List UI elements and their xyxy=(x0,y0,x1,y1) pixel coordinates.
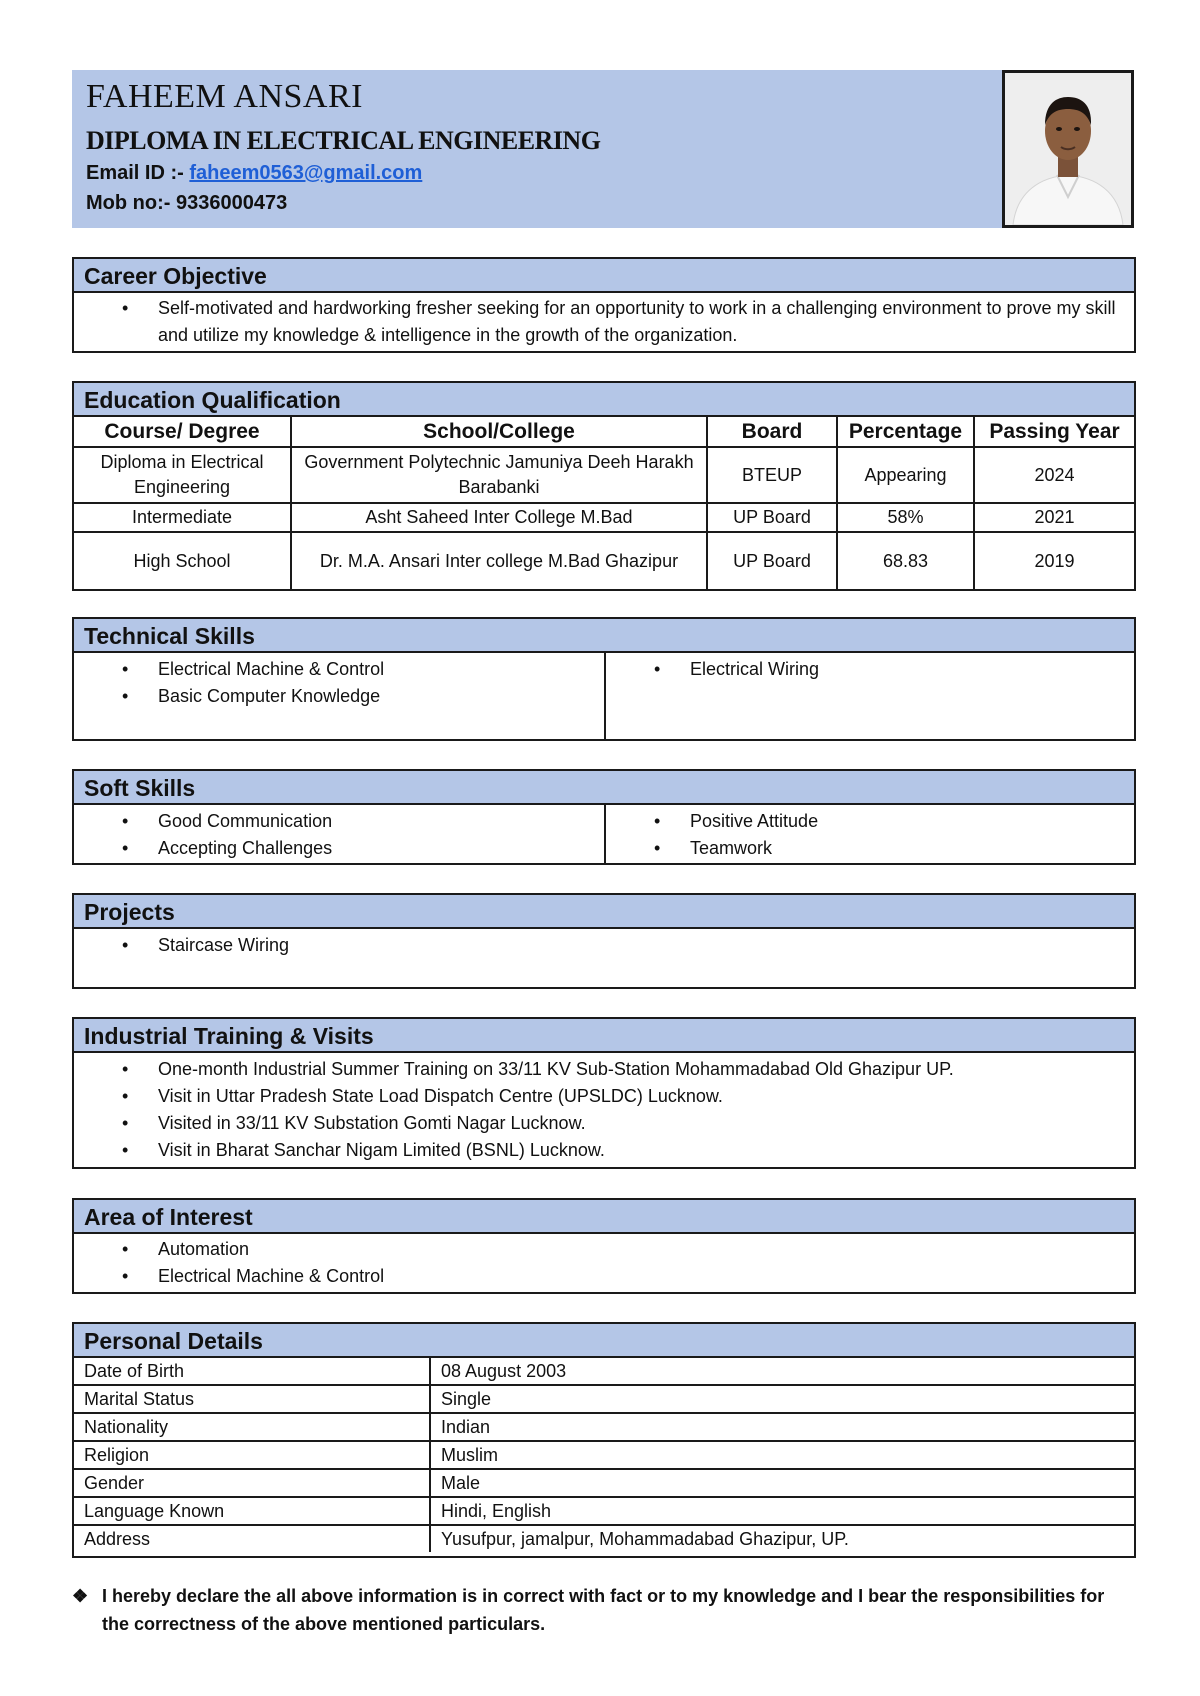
declaration xyxy=(72,1582,1136,1638)
list-item: • One-month Industrial Summer Training on 33/11 KV Sub-Station Mohammadabad Old Ghazipur UP. xyxy=(74,1056,1134,1083)
soft-skills-right xyxy=(604,805,1134,863)
table-cell: Appearing xyxy=(837,447,974,503)
table-cell: UP Board xyxy=(707,503,837,532)
table-cell: 2024 xyxy=(974,447,1134,503)
table-cell: Diploma in Electrical Engineering xyxy=(74,447,291,503)
column-header: Course/ Degree xyxy=(74,417,291,447)
mobile-number: 9336000473 xyxy=(175,192,288,214)
projects-section xyxy=(72,893,1136,989)
personal-details-table xyxy=(74,1358,1134,1552)
list-item: • Positive Attitude xyxy=(606,808,1134,835)
technical-skills-right xyxy=(604,653,1134,739)
training-list xyxy=(74,1053,1134,1164)
table-cell: UP Board xyxy=(707,532,837,589)
detail-value: 08 August 2003 xyxy=(430,1358,1134,1385)
industrial-training-section xyxy=(72,1017,1136,1169)
column-header: Percentage xyxy=(837,417,974,447)
list-item: • Accepting Challenges xyxy=(74,835,604,862)
diamond-bullet-icon: ❖ xyxy=(72,1586,89,1606)
list-item: • Staircase Wiring xyxy=(74,932,1134,959)
soft-skills-left xyxy=(74,805,604,863)
resume-header xyxy=(72,70,1004,228)
mobile-line xyxy=(86,192,287,215)
career-objective-section xyxy=(72,257,1136,353)
table-cell: Dr. M.A. Ansari Inter college M.Bad Ghazipur xyxy=(291,532,707,589)
interest-list xyxy=(74,1234,1134,1290)
technical-skills-columns xyxy=(74,653,1134,739)
detail-value: Yusufpur, jamalpur, Mohammadabad Ghazipur, UP. xyxy=(430,1525,1134,1552)
table-cell: Asht Saheed Inter College M.Bad xyxy=(291,503,707,532)
table-header-row xyxy=(74,417,1134,447)
education-table xyxy=(74,417,1134,589)
table-row xyxy=(74,532,1134,589)
detail-value: Hindi, English xyxy=(430,1497,1134,1525)
soft-skills-section xyxy=(72,769,1136,865)
column-header: Passing Year xyxy=(974,417,1134,447)
table-row xyxy=(74,1385,1134,1413)
list-item: • Teamwork xyxy=(606,835,1134,862)
table-cell: 2019 xyxy=(974,532,1134,589)
detail-label: Religion xyxy=(74,1441,430,1469)
detail-label: Marital Status xyxy=(74,1385,430,1413)
table-cell: Intermediate xyxy=(74,503,291,532)
section-title: Career Objective xyxy=(74,259,1134,293)
email-line xyxy=(86,162,422,185)
table-row xyxy=(74,1497,1134,1525)
table-cell: 58% xyxy=(837,503,974,532)
detail-label: Nationality xyxy=(74,1413,430,1441)
email-link[interactable]: faheem0563@gmail.com xyxy=(189,162,423,184)
detail-value: Single xyxy=(430,1385,1134,1413)
candidate-name: FAHEEM ANSARI xyxy=(86,78,363,115)
table-cell: BTEUP xyxy=(707,447,837,503)
career-objective-list xyxy=(74,293,1134,349)
personal-details-section xyxy=(72,1322,1136,1558)
list-item: • Visit in Bharat Sanchar Nigam Limited (BSNL) Lucknow. xyxy=(74,1137,1134,1164)
soft-skills-columns xyxy=(74,805,1134,863)
table-row xyxy=(74,503,1134,532)
technical-skills-left xyxy=(74,653,604,739)
section-title: Soft Skills xyxy=(74,771,1134,805)
column-header: Board xyxy=(707,417,837,447)
projects-list xyxy=(74,929,1134,959)
education-section xyxy=(72,381,1136,591)
list-item: • Automation xyxy=(74,1236,1134,1263)
table-row xyxy=(74,1525,1134,1552)
list-item: • Electrical Wiring xyxy=(606,656,1134,683)
section-title: Projects xyxy=(74,895,1134,929)
section-title: Personal Details xyxy=(74,1324,1134,1358)
detail-label: Address xyxy=(74,1525,430,1552)
list-item: • Visited in 33/11 KV Substation Gomti Nagar Lucknow. xyxy=(74,1110,1134,1137)
detail-label: Date of Birth xyxy=(74,1358,430,1385)
detail-label: Gender xyxy=(74,1469,430,1497)
mobile-label: Mob no:- xyxy=(86,192,176,214)
detail-label: Language Known xyxy=(74,1497,430,1525)
technical-skills-section xyxy=(72,617,1136,741)
section-title: Education Qualification xyxy=(74,383,1134,417)
list-item: • Basic Computer Knowledge xyxy=(74,683,604,710)
list-item: • Self-motivated and hardworking fresher seeking for an opportunity to work in a challenging environment to prove my skill and utilize my knowledge & intelligence in the growth of the organization. xyxy=(74,295,1118,349)
table-row xyxy=(74,1358,1134,1385)
area-of-interest-section xyxy=(72,1198,1136,1294)
candidate-degree: DIPLOMA IN ELECTRICAL ENGINEERING xyxy=(86,126,601,155)
table-row xyxy=(74,1413,1134,1441)
person-photo-icon xyxy=(1005,73,1131,225)
table-cell: 2021 xyxy=(974,503,1134,532)
section-title: Area of Interest xyxy=(74,1200,1134,1234)
detail-value: Muslim xyxy=(430,1441,1134,1469)
detail-value: Male xyxy=(430,1469,1134,1497)
table-row xyxy=(74,1441,1134,1469)
section-title: Technical Skills xyxy=(74,619,1134,653)
list-item: • Electrical Machine & Control xyxy=(74,1263,1134,1290)
profile-photo xyxy=(1002,70,1134,228)
table-cell: 68.83 xyxy=(837,532,974,589)
section-title: Industrial Training & Visits xyxy=(74,1019,1134,1053)
table-cell: High School xyxy=(74,532,291,589)
list-item: • Good Communication xyxy=(74,808,604,835)
list-item: • Electrical Machine & Control xyxy=(74,656,604,683)
table-row xyxy=(74,1469,1134,1497)
email-label: Email ID :- xyxy=(86,162,190,184)
declaration-text: I hereby declare the all above information is in correct with fact or to my knowledge and I bear the responsibilities for the correctness of the above mentioned particulars. xyxy=(102,1586,1105,1634)
table-row xyxy=(74,447,1134,503)
column-header: School/College xyxy=(291,417,707,447)
list-item: • Visit in Uttar Pradesh State Load Dispatch Centre (UPSLDC) Lucknow. xyxy=(74,1083,1134,1110)
table-cell: Government Polytechnic Jamuniya Deeh Harakh Barabanki xyxy=(291,447,707,503)
detail-value: Indian xyxy=(430,1413,1134,1441)
